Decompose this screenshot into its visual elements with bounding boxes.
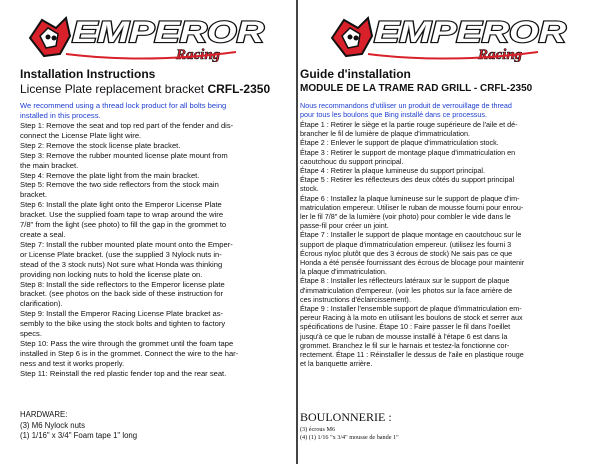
step-line: Étape 6 : Installez la plaque lumineuse sur le support de plaque d'im- [300, 193, 520, 203]
step-line: Étape 8 : Installer les réflecteurs latéraux sur le support de plaque [300, 276, 510, 286]
install-steps [20, 121, 294, 379]
step-line: la plaque d'immatriculation. [300, 267, 387, 277]
step-line: clarification). [20, 299, 63, 309]
step-line: ces instructions d'éclaircissement). [300, 294, 411, 304]
step-line: 7/8" from the light (see photo) to fill the gap in the grommet to [20, 220, 227, 230]
step-line: Step 3: Remove the rubber mounted license plate mount from [20, 150, 228, 160]
step-line: installed in Step 6 is in the grommet. Connect the wire to the har- [20, 348, 239, 358]
logo-sub: Racing [478, 47, 523, 62]
step-line: support de plaque d'immatriculation empereur. (utilisez les fourni 3 [300, 239, 512, 249]
install-title: Installation Instructions [20, 67, 156, 81]
column-divider [296, 0, 298, 464]
step-line: Step 9: Install the Emperor Racing License Plate bracket as- [20, 309, 224, 319]
thread-lock-note [20, 101, 292, 121]
step-line: Step 11: Reinstall the red plastic fender top and the rear seat. [20, 368, 227, 378]
step-line: jusqu'à ce que le ruban de mousse installé à l'étape 6 est dans la [300, 331, 508, 341]
step-line: Step 1: Remove the seat and top red part of the fender and dis- [20, 121, 234, 130]
logo-brand: EMPEROR [374, 16, 567, 49]
guide-title: Guide d'installation [300, 67, 411, 81]
step-line: stock. [300, 184, 319, 194]
emperor-racing-logo [26, 14, 271, 62]
step-line: Étape 3 : Retirer le support de montage plaque d'immatriculation en [300, 147, 516, 157]
step-line: ler le fil 7/8" de la lumière (voir photo) pour combler le vide dans le [300, 212, 511, 222]
step-line: Step 2: Remove the stock license plate bracket. [20, 140, 181, 150]
note-line: We recommend using a thread lock product for all bolts being [20, 101, 227, 110]
step-line: bracket. Use the supplied foam tape to wrap around the wire [20, 210, 224, 220]
skull-wings-logo-icon [30, 18, 70, 56]
logo-brand: EMPEROR [72, 16, 265, 49]
skull-wings-logo-icon [332, 18, 372, 56]
install-steps-fr [300, 120, 596, 368]
step-line: bracket. (see photos on the back side of these instruction for [20, 289, 224, 299]
step-line: Étape 1 : Retirer le siège et la partie rouge supérieure de l'aile et dé- [300, 120, 518, 129]
step-line: Step 5: Remove the two side reflectors from the stock main [20, 180, 219, 190]
hardware-title-fr: BOULONNERIE : [300, 410, 392, 424]
step-line: Étape 5 : Retirer les réflecteurs des deux côtés du support principal [300, 175, 515, 185]
hardware-item: (3) écrous M6 [300, 426, 336, 433]
hardware-title: HARDWARE: [20, 410, 68, 419]
step-line: specs. [20, 329, 42, 339]
hardware-list [20, 421, 137, 441]
note-line: Nous recommandons d'utiliser un produit de verrouillage de thread [300, 101, 512, 110]
step-line: Step 6: Install the plate light onto the Emperor License Plate [20, 200, 222, 210]
step-line: Écrous nylоc plutôt que des 3 écrous de stock) Ne sais pas ce que [300, 248, 513, 258]
note-line: pour tous les boulons que Bing installé dans ce processus. [300, 110, 487, 120]
install-subtitle [20, 82, 270, 96]
step-line: passe-fil pour créer un joint. [300, 221, 389, 231]
step-line: the main bracket. [20, 160, 79, 170]
step-line: caoutchouc du support principal. [300, 156, 404, 166]
step-line: Étape 9 : Installer l'ensemble support de plaque d'immatriculation em- [300, 304, 522, 314]
hardware-list-fr [300, 426, 399, 442]
step-line: ness and test it works properly. [20, 358, 125, 368]
step-line: Step 7: Install the rubber mounted plate mount onto the Emper- [20, 239, 233, 249]
step-line: stead of the 3 stock nuts) Not sure what Honda was thinking [20, 259, 223, 269]
product-code: CRFL-2350 [207, 82, 271, 96]
step-line: providing non locking nuts to hold the license plate on. [20, 269, 203, 279]
step-line: grommet. Branchez le fil sur le harnais et testez-la fonctionne cor- [300, 340, 510, 350]
step-line: spécifications de l'usine. Étape 10 : Faire passer le fil dans l'oeillet [300, 322, 511, 332]
step-line: bracket. [20, 190, 48, 200]
thread-lock-note-fr [300, 101, 596, 119]
step-line: Step 10: Pass the wire through the grommet until the foam tape [20, 338, 234, 348]
hardware-item: (4) (1) 1/16 "x 3/4" mousse de bande 1" [300, 434, 399, 441]
hardware-item: (3) M6 Nylock nuts [20, 421, 85, 430]
step-line: Étape 4 : Retirer la plaque lumineuse du support principal. [300, 166, 485, 176]
step-line: pereur Racing à la moto en utilisant les boulons de stock et serrer aux [300, 313, 523, 323]
step-line: brancher le fil de lumière de plaque d'immatriculation. [300, 129, 470, 139]
note-line: installed in this process. [20, 110, 101, 120]
emperor-racing-logo [328, 14, 573, 62]
step-line: Étape 7 : Installer le support de plaque montage en caoutchouc sur le [300, 230, 522, 240]
subtitle-text: License Plate replacement bracket [20, 82, 208, 96]
step-line: Étape 2 : Enlever le support de plaque d'immatriculation stock. [300, 138, 499, 148]
step-line: rectement. Étape 11 : Réinstaller le dessus de l'aile en plastique rouge [300, 350, 524, 360]
step-line: connect the License Plate light wire. [20, 130, 142, 140]
step-line: matriculation empereur. Utiliser le ruban de mousse fourni pour enrou- [300, 202, 524, 212]
step-line: sembly to the bike using the stock bolts and tighten to factory [20, 319, 226, 329]
step-line: or License Plate bracket. (use the supplied 3 Nylock nuts in- [20, 249, 222, 259]
french-column [300, 0, 600, 464]
english-column [0, 0, 296, 464]
step-line: Step 8: Install the side reflectors to the Emperor license plate [20, 279, 225, 289]
step-line: Step 4: Remove the plate light from the main bracket. [20, 170, 200, 180]
hardware-item: (1) 1/16" x 3/4" Foam tape 1" long [20, 431, 138, 440]
guide-subtitle: MODULE DE LA TRAME RAD GRILL - CRFL-2350 [300, 83, 533, 94]
step-line: et la banquette arrière. [300, 359, 373, 369]
logo-sub: Racing [176, 47, 221, 62]
step-line: create a seal. [20, 229, 66, 239]
step-line: d'immatriculation d'empereur. (voir les photos sur la face arrière de [300, 285, 513, 295]
step-line: Honda a été pensée fournissant des écrous de blocage pour maintenir [300, 258, 525, 268]
